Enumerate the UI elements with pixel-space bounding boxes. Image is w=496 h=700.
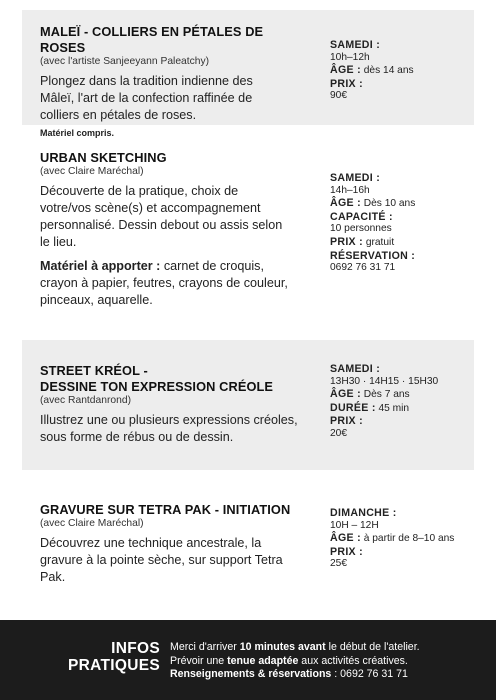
- footer-contact-phone: : 0692 76 31 71: [331, 668, 408, 680]
- duration-line: [330, 402, 470, 416]
- footer-text-part: Merci d'arriver: [170, 641, 240, 653]
- footer-text-part: aux activités créatives.: [298, 654, 408, 667]
- time-value: 10H – 12H: [330, 519, 379, 531]
- day-label: DIMANCHE :: [330, 507, 397, 519]
- materials-list: [40, 258, 290, 309]
- workshop-artist: (avec l'artiste Sanjeeyann Paleatchy): [40, 56, 210, 67]
- footer-text-emphasis: tenue adaptée: [227, 654, 299, 667]
- time-value: 14h–16h: [330, 184, 370, 196]
- price-label: PRIX :: [330, 77, 363, 90]
- footer-contact-label: Renseignements & réservations: [170, 668, 332, 680]
- price-label: PRIX :: [330, 415, 363, 428]
- workshop-info: [330, 507, 470, 571]
- workshop-urban-sketching: [22, 125, 474, 340]
- age-line: [330, 64, 470, 78]
- workshop-artist: (avec Rantdanrond): [40, 395, 132, 406]
- age-value: dès 14 ans: [360, 65, 414, 77]
- price-value: 20€: [330, 427, 347, 439]
- workshop-title: GRAVURE SUR TETRA PAK - INITIATION: [40, 502, 291, 517]
- workshop-description: Découvrez une technique ancestrale, la gravure à la pointe sèche, sur support Tetra Pak.: [40, 536, 283, 584]
- workshop-description: Illustrez une ou plusieurs expressions créoles, sous forme de rébus ou de dessin.: [40, 413, 298, 444]
- footer-title-line2: PRATIQUES: [68, 657, 160, 674]
- price-label: PRIX :: [330, 545, 363, 558]
- day-label: SAMEDI :: [330, 39, 381, 51]
- age-label: ÂGE :: [330, 197, 361, 210]
- age-label: ÂGE :: [330, 532, 361, 545]
- footer-title-line1: INFOS: [111, 640, 160, 657]
- footer-text-part: Prévoir une: [170, 654, 228, 667]
- footer-text-part: le début de l'atelier.: [325, 641, 420, 653]
- age-label: ÂGE :: [330, 388, 361, 401]
- reservation-label: RÉSERVATION :: [330, 249, 416, 262]
- footer-title: [68, 640, 160, 674]
- price-value: 90€: [330, 90, 347, 102]
- age-line: [330, 197, 470, 211]
- price-value: 25€: [330, 558, 347, 570]
- workshop-title-line1: STREET KRÉOL -: [40, 363, 148, 378]
- price-value: gratuit: [363, 236, 395, 248]
- reservation-phone: 0692 76 31 71: [330, 262, 396, 274]
- duration-label: DURÉE :: [330, 401, 376, 414]
- footer-contact: [170, 668, 470, 682]
- workshop-description: Plongez dans la tradition indienne des Mâleï, l'art de la confection raffinée de colliers en pétales de roses.: [40, 74, 253, 122]
- footer-text: [170, 641, 470, 682]
- time-value: 13H30 · 14H15 · 15H30: [330, 375, 439, 387]
- workshop-title: URBAN SKETCHING: [40, 150, 167, 165]
- materials-value: carnet de croquis, crayon à papier, feutres, crayons de couleur, pinceaux, aquarelle.: [40, 259, 288, 307]
- materials-label: Matériel à apporter :: [40, 259, 161, 273]
- workshop-info: [330, 172, 470, 275]
- workshop-info: [330, 39, 470, 103]
- time-value: 10h–12h: [330, 51, 370, 63]
- footer-dress-note: [170, 655, 470, 669]
- workshop-description: Découverte de la pratique, choix de votre/vos scène(s) et accompagnement personnalisé. Dessin debout ou assis selon le lieu.: [40, 184, 283, 249]
- workshop-street-kreol: [22, 340, 474, 470]
- footer-text-emphasis: 10 minutes avant: [239, 641, 326, 653]
- age-value: Dès 7 ans: [360, 389, 410, 401]
- price-line: [330, 236, 470, 250]
- price-label: PRIX :: [330, 235, 363, 248]
- capacity-value: 10 personnes: [330, 223, 392, 235]
- capacity-label: CAPACITÉ :: [330, 210, 393, 223]
- duration-value: 45 min: [375, 402, 410, 414]
- age-label: ÂGE :: [330, 64, 361, 77]
- day-label: SAMEDI :: [330, 172, 381, 184]
- age-line: [330, 388, 470, 402]
- age-value: Dès 10 ans: [360, 198, 416, 210]
- footer-arrival-note: [170, 641, 470, 655]
- workshop-maleï: [22, 10, 474, 138]
- workshop-title: MALEÏ - COLLIERS EN PÉTALES DE ROSES: [40, 24, 264, 55]
- day-label: SAMEDI :: [330, 363, 381, 375]
- infos-pratiques-footer: [0, 620, 496, 700]
- workshop-title-line2: DESSINE TON EXPRESSION CRÉOLE: [40, 379, 274, 394]
- workshop-artist: (avec Claire Maréchal): [40, 166, 144, 177]
- workshop-note: Matériel compris.: [40, 128, 115, 138]
- age-value: à partir de 8–10 ans: [360, 533, 455, 545]
- age-line: [330, 532, 470, 546]
- workshop-info: [330, 363, 470, 441]
- workshop-artist: (avec Claire Maréchal): [40, 518, 144, 529]
- workshop-gravure-tetra-pak: [22, 470, 474, 610]
